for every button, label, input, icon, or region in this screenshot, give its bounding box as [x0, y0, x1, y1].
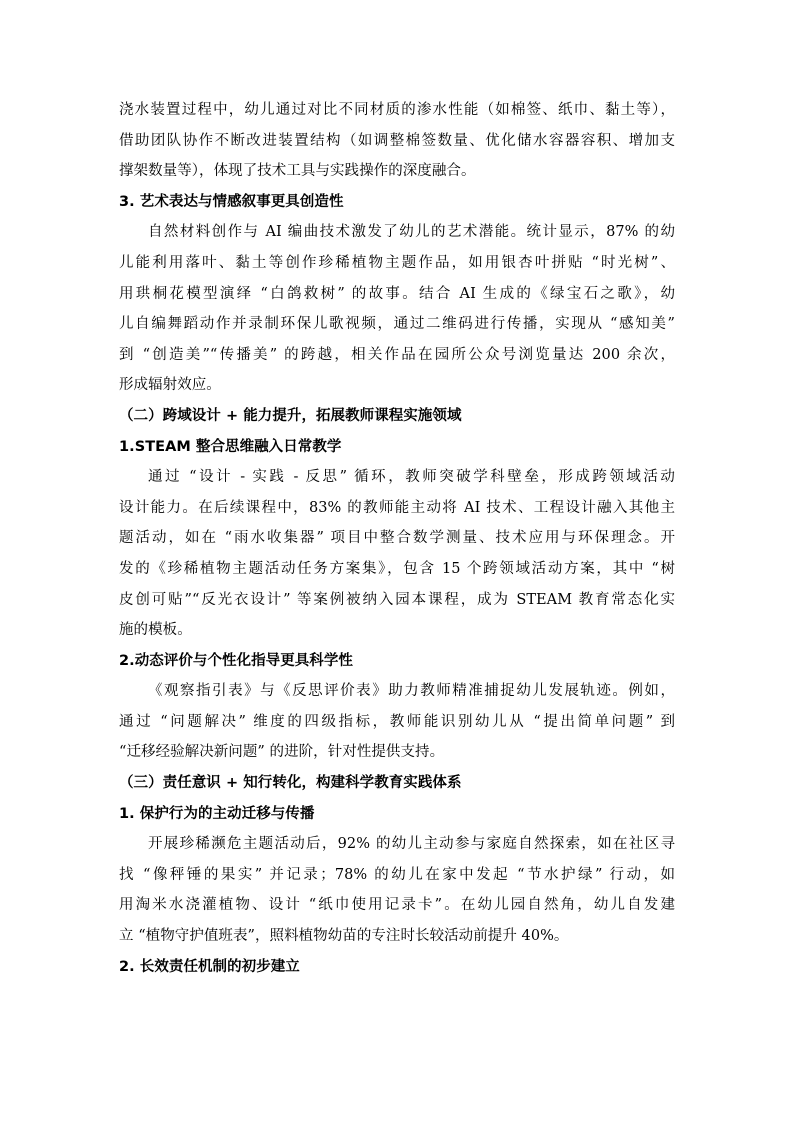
text-line: 自然材料创作与 AI 编曲技术激发了幼儿的艺术潜能。统计显示，87% 的幼 — [148, 224, 675, 241]
paragraph-art-expression — [119, 217, 675, 401]
paragraph-protection-behavior — [119, 829, 675, 951]
paragraph-steam — [119, 462, 675, 646]
text-line: 通过 “设计 - 实践 - 反思” 循环，教师突破学科壁垒，形成跨领域活动 — [148, 469, 675, 486]
text-line: 用淘米水浇灌植物、设计 “纸巾使用记录卡”。在幼儿园自然角，幼儿自发建 — [119, 897, 675, 914]
text-line: 开展珍稀濒危主题活动后，92% 的幼儿主动参与家庭自然探索，如在社区寻 — [148, 836, 675, 853]
text-line: 到 “创造美”“传播美” 的跨越，相关作品在园所公众号浏览量达 200 余次， — [119, 346, 675, 363]
text-line: 儿自编舞蹈动作并录制环保儿歌视频，通过二维码进行传播，实现从 “感知美” — [119, 316, 675, 333]
text-line: 《观察指引表》与《反思评价表》助力教师精准捕捉幼儿发展轨迹。例如， — [148, 683, 675, 700]
text-line: 儿能利用落叶、黏土等创作珍稀植物主题作品，如用银杏叶拼贴 “时光树”、 — [119, 254, 675, 271]
text-line: 找 “像秤锤的果实” 并记录；78% 的幼儿在家中发起 “节水护绿” 行动，如 — [119, 866, 675, 883]
text-line: 皮创可贴”“反光衣设计” 等案例被纳入园本课程，成为 STEAM 教育常态化实 — [119, 591, 675, 608]
section-heading-art-expression: 3. 艺术表达与情感叙事更具创造性 — [119, 193, 344, 210]
section-heading-cross-domain: （二）跨域设计 + 能力提升，拓展教师课程实施领域 — [119, 407, 462, 424]
paragraph-dynamic-evaluation — [119, 676, 675, 768]
text-line: 形成辐射效应。 — [119, 377, 221, 394]
subsection-heading-dynamic-evaluation: 2.动态评价与个性化指导更具科学性 — [119, 652, 353, 669]
text-line: 撑架数量等），体现了技术工具与实践操作的深度融合。 — [119, 163, 476, 180]
text-line: 通过 “问题解决” 维度的四级指标，教师能识别幼儿从 “提出简单问题” 到 — [119, 713, 675, 730]
text-line: 借助团队协作不断改进装置结构（如调整棉签数量、优化储水容器容积、增加支 — [119, 132, 675, 149]
text-line: 设计能力。在后续课程中，83% 的教师能主动将 AI 技术、工程设计融入其他主 — [119, 499, 675, 516]
text-line: 浇水装置过程中，幼儿通过对比不同材质的渗水性能（如棉签、纸巾、黏土等）， — [119, 102, 675, 118]
section-heading-responsibility: （三）责任意识 + 知行转化，构建科学教育实践体系 — [119, 775, 462, 792]
text-line: 施的模板。 — [119, 622, 192, 639]
text-line: 立 “植物守护值班表”，照料植物幼苗的专注时长较活动前提升 40%。 — [119, 928, 569, 945]
subsection-heading-steam: 1.STEAM 整合思维融入日常教学 — [119, 438, 342, 455]
text-line: “迁移经验解决新问题” 的进阶，针对性提供支持。 — [119, 744, 445, 761]
paragraph-continuation — [119, 95, 675, 187]
text-line: 用珙桐花模型演绎 “白鸽救树” 的故事。结合 AI 生成的《绿宝石之歌》，幼 — [119, 285, 675, 302]
subsection-heading-long-term-mechanism: 2. 长效责任机制的初步建立 — [119, 958, 300, 975]
subsection-heading-protection-behavior: 1. 保护行为的主动迁移与传播 — [119, 805, 315, 822]
text-line: 发的《珍稀植物主题活动任务方案集》，包含 15 个跨领域活动方案，其中 “树 — [119, 560, 675, 577]
text-line: 题活动，如在 “雨水收集器” 项目中整合数学测量、技术应用与环保理念。开 — [119, 530, 675, 547]
